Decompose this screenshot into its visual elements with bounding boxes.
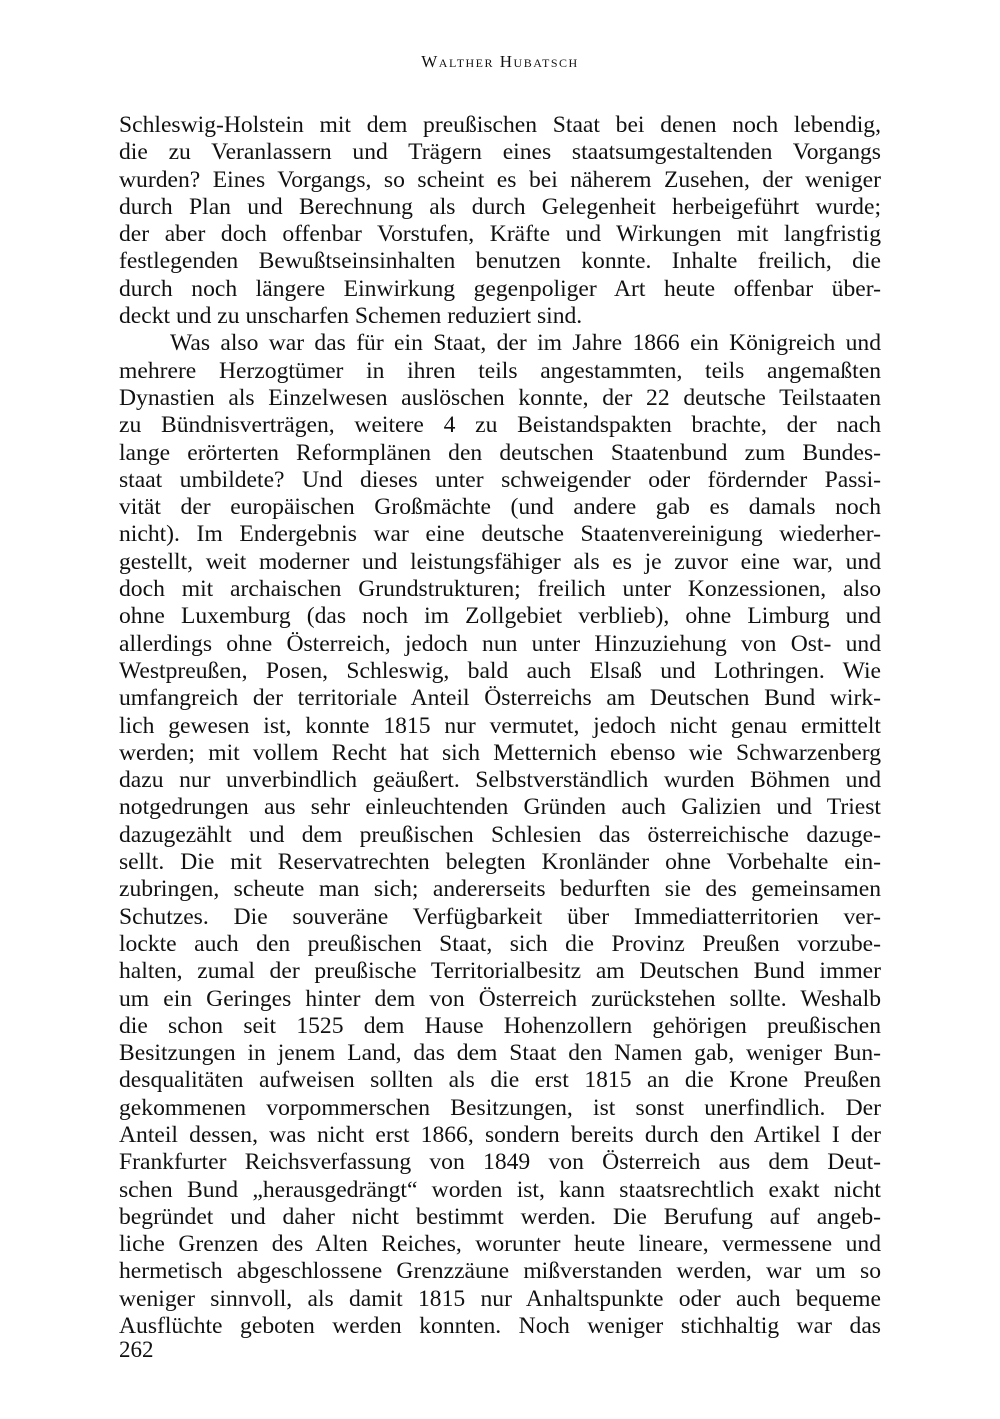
text-line: notgedrungen aus sehr einleuchtenden Gründen auch Galizien und Triest — [119, 794, 881, 821]
text-line: dazu nur unverbindlich geäußert. Selbstverständlich wurden Böhmen und — [119, 767, 881, 794]
text-line: Ausflüchte geboten werden konnten. Noch weniger stichhaltig war das — [119, 1313, 881, 1340]
text-line: Anteil dessen, was nicht erst 1866, sondern bereits durch den Artikel I der — [119, 1121, 881, 1148]
text-line: gestellt, weit moderner und leistungsfähiger als es je zuvor eine war, und — [119, 548, 881, 575]
paragraph — [119, 330, 881, 1340]
text-line: werden; mit vollem Recht hat sich Metternich ebenso wie Schwarzenberg — [119, 739, 881, 766]
text-line: deckt und zu unscharfen Schemen reduziert sind. — [119, 303, 583, 330]
text-line: die zu Veranlassern und Trägern eines staatsumgestaltenden Vorgangs — [119, 139, 881, 166]
text-line: liche Grenzen des Alten Reiches, worunter heute lineare, vermessene und — [119, 1231, 881, 1258]
text-line: dazugezählt und dem preußischen Schlesien das österreichische dazuge- — [119, 821, 881, 848]
text-line: Frankfurter Reichsverfassung von 1849 von Österreich aus dem Deut- — [119, 1149, 881, 1176]
text-line: gekommenen vorpommerschen Besitzungen, ist sonst unerfindlich. Der — [119, 1094, 881, 1121]
text-line: sellt. Die mit Reservatrechten belegten Kronländer ohne Vorbehalte ein- — [119, 849, 881, 876]
text-line: Dynastien als Einzelwesen auslöschen konnte, der 22 deutsche Teilstaaten — [119, 384, 881, 411]
text-line: um ein Geringes hinter dem von Österreich zurückstehen sollte. Weshalb — [119, 985, 881, 1012]
text-line: weniger sinnvoll, als damit 1815 nur Anhaltspunkte oder auch bequeme — [119, 1285, 881, 1312]
text-line: Was also war das für ein Staat, der im Jahre 1866 ein Königreich und — [170, 330, 881, 357]
text-line: mehrere Herzogtümer in ihren teils angestammten, teils angemaßten — [119, 357, 881, 384]
text-line: Schutzes. Die souveräne Verfügbarkeit über Immediatterritorien ver- — [119, 903, 881, 930]
text-line: Westpreußen, Posen, Schleswig, bald auch Elsaß und Lothringen. Wie — [119, 657, 881, 684]
text-line: vität der europäischen Großmächte (und andere gab es damals noch — [119, 494, 881, 521]
text-line: allerdings ohne Österreich, jedoch nun unter Hinzuziehung von Ost- und — [119, 630, 881, 657]
text-line: zu Bündnisverträgen, weitere 4 zu Beistandspakten brachte, der nach — [119, 412, 881, 439]
text-line: festlegenden Bewußtseinsinhalten benutzen konnte. Inhalte freilich, die — [119, 248, 881, 275]
text-line: zubringen, scheute man sich; andererseits bedurften sie des gemeinsamen — [119, 876, 881, 903]
text-line: ohne Luxemburg (das noch im Zollgebiet verblieb), ohne Limburg und — [119, 603, 881, 630]
body-text — [119, 112, 881, 1340]
text-line: nicht). Im Endergebnis war eine deutsche Staatenvereinigung wiederher- — [119, 521, 881, 548]
text-line: die schon seit 1525 dem Hause Hohenzollern gehörigen preußischen — [119, 1012, 881, 1039]
text-line: begründet und daher nicht bestimmt werden. Die Berufung auf angeb- — [119, 1203, 881, 1230]
text-line: doch mit archaischen Grundstrukturen; freilich unter Konzessionen, also — [119, 576, 881, 603]
text-line: desqualitäten aufweisen sollten als die erst 1815 an die Krone Preußen — [119, 1067, 881, 1094]
text-line: lockte auch den preußischen Staat, sich die Provinz Preußen vorzube- — [119, 930, 881, 957]
running-head: Walther Hubatsch — [421, 52, 579, 71]
paragraph — [119, 112, 881, 330]
text-line: durch noch längere Einwirkung gegenpoliger Art heute offenbar über- — [119, 275, 881, 302]
text-line: wurden? Eines Vorgangs, so scheint es bei näherem Zusehen, der weniger — [119, 166, 881, 193]
text-line: hermetisch abgeschlossene Grenzzäune mißverstanden werden, war um so — [119, 1258, 881, 1285]
text-line: Schleswig-Holstein mit dem preußischen Staat bei denen noch lebendig, — [119, 112, 881, 138]
text-line: halten, zumal der preußische Territorialbesitz am Deutschen Bund immer — [119, 958, 881, 985]
text-line: lich gewesen ist, konnte 1815 nur vermutet, jedoch nicht genau ermittelt — [119, 712, 881, 739]
text-line: Besitzungen in jenem Land, das dem Staat den Namen gab, weniger Bun- — [119, 1040, 881, 1067]
text-line: lange erörterten Reformplänen den deutschen Staatenbund zum Bundes- — [119, 439, 881, 466]
text-line: staat umbildete? Und dieses unter schweigender oder fördernder Passi- — [119, 466, 881, 493]
text-line: der aber doch offenbar Vorstufen, Kräfte und Wirkungen mit langfristig — [119, 221, 881, 248]
text-line: schen Bund „herausgedrängt“ worden ist, kann staatsrechtlich exakt nicht — [119, 1176, 881, 1203]
text-line: durch Plan und Berechnung als durch Gelegenheit herbeigeführt wurde; — [119, 193, 881, 220]
page-number: 262 — [119, 1337, 154, 1362]
text-line: umfangreich der territoriale Anteil Österreichs am Deutschen Bund wirk- — [119, 685, 881, 712]
